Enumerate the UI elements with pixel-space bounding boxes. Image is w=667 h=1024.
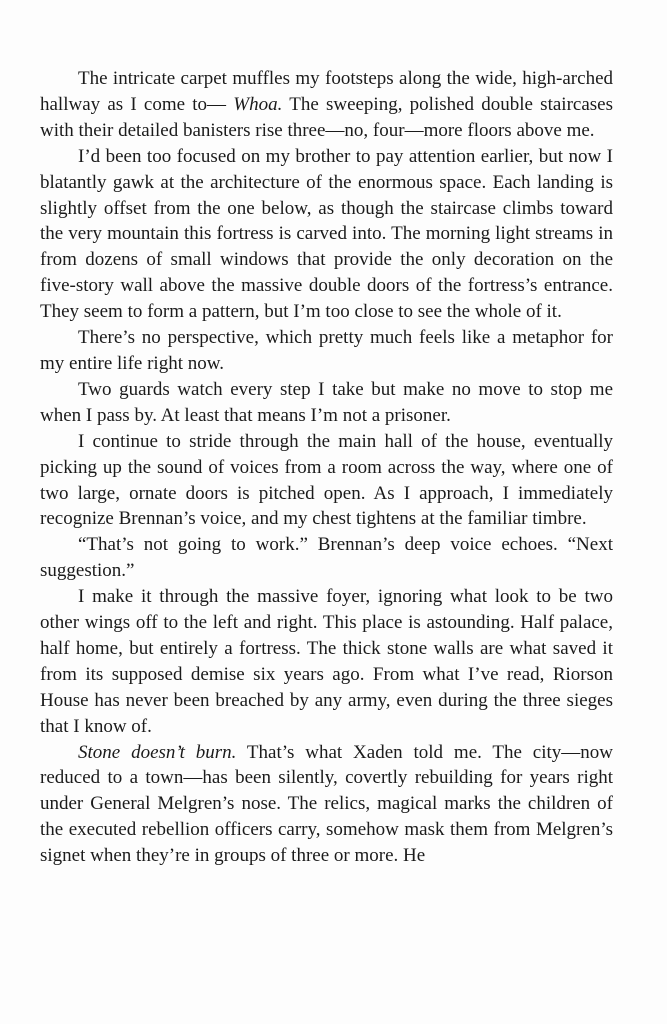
paragraph-2 <box>40 144 613 325</box>
text-run: That’s what Xaden told me. The city—now reduced to a town—has been silently, covertly rebuilding for years right under General Melgren’s nose. The relics, magical marks the children of the executed rebellion officers carry, somehow mask them from Melgren’s signet when they’re in groups of three or more. He <box>40 741 613 867</box>
text-run: Whoa. <box>233 93 283 115</box>
text-run: I make it through the massive foyer, ignoring what look to be two other wings off to the left and right. This place is astounding. Half palace, half home, but entirely a fortress. The thick stone walls are what saved it from its supposed demise six years ago. From what I’ve read, Riorson House has never been breached by any army, even during the three sieges that I know of. <box>40 586 613 737</box>
paragraph-3 <box>40 325 613 377</box>
paragraph-1 <box>40 66 613 144</box>
text-run: I continue to stride through the main hall of the house, eventually picking up the sound of voices from a room across the way, where one of two large, ornate doors is pitched open. As I approach, I immediately recognize Brennan’s voice, and my chest tightens at the familiar timbre. <box>40 430 613 530</box>
paragraph-4 <box>40 377 613 429</box>
text-run: The intricate carpet muffles my footsteps along the wide, high-arched hallway as I come to— <box>40 68 613 115</box>
text-run: Two guards watch every step I take but make no move to stop me when I pass by. At least that means I’m not a prisoner. <box>40 378 613 426</box>
text-run: The sweeping, polished double staircases with their detailed banisters rise three—no, four—more floors above me. <box>40 93 613 141</box>
paragraph-7 <box>40 584 613 739</box>
text-run: “That’s not going to work.” Brennan’s deep voice echoes. “Next suggestion.” <box>40 534 613 582</box>
text-run: Stone doesn’t burn. <box>78 741 237 763</box>
paragraph-6 <box>40 532 613 584</box>
text-run: There’s no perspective, which pretty much feels like a metaphor for my entire life right now. <box>40 327 613 374</box>
text-run: I’d been too focused on my brother to pay attention earlier, but now I blatantly gawk at the architecture of the enormous space. Each landing is slightly offset from the one below, as though the staircase climbs toward the very mountain this fortress is carved into. The morning light streams in from dozens of small windows that provide the only decoration on the five-story wall above the massive double doors of the fortress’s entrance. They seem to form a pattern, but I’m too close to see the whole of it. <box>40 145 613 323</box>
paragraph-8 <box>40 740 613 870</box>
paragraph-5 <box>40 429 613 533</box>
page-text-block <box>40 66 613 869</box>
